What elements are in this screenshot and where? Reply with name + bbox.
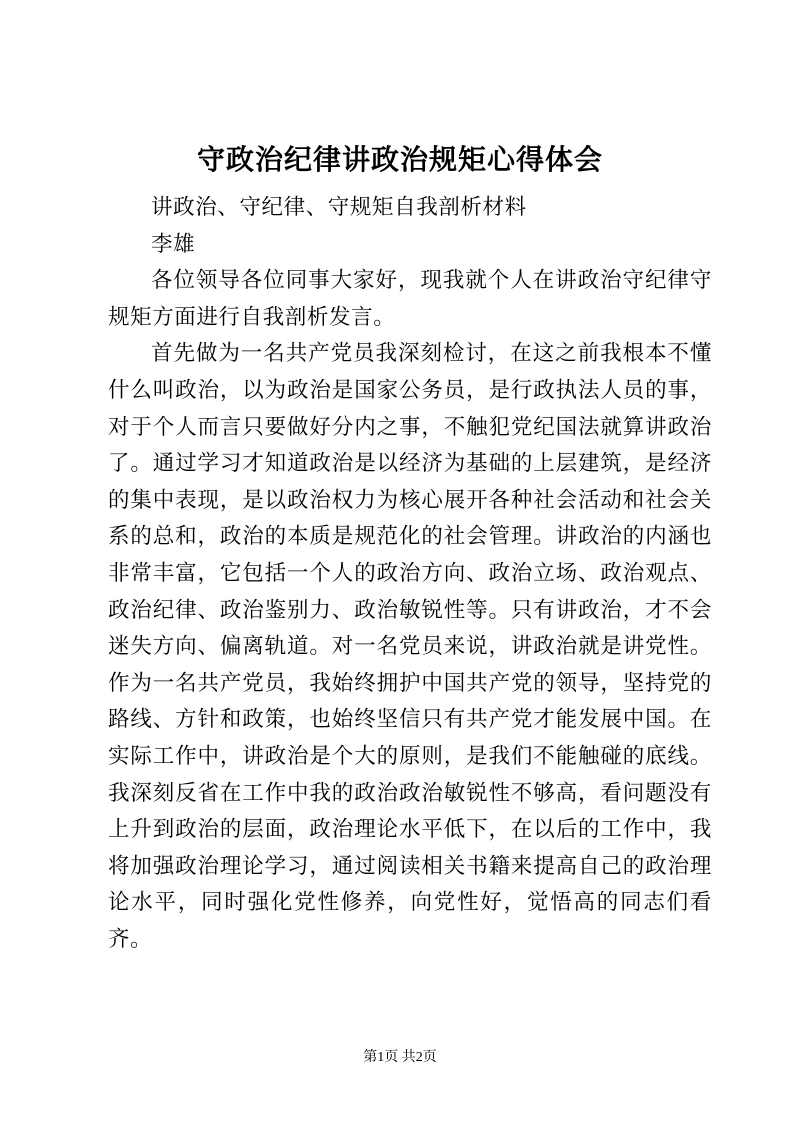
subtitle-line: 讲政治、守纪律、守规矩自我剖析材料: [151, 195, 527, 220]
page-title: 守政治纪律讲政治规矩心得体会: [196, 143, 603, 176]
page-footer: 第1页 共2页: [363, 1050, 437, 1065]
paragraph-intro: 各位领导各位同事大家好，现我就个人在讲政治守纪律守规矩方面进行自我剖析发言。: [108, 268, 712, 330]
document-body: [108, 190, 712, 958]
author-line: 李雄: [151, 231, 196, 257]
paragraph-main: 首先做为一名共产党员我深刻检讨，在这之前我根本不懂什么叫政治，以为政治是国家公务员，是行政执法人员的事，对于个人而言只要做好分内之事，不触犯党纪国法就算讲政治了。通过学习才知道政治是以经济为基础的上层建筑，是经济的集中表现，是以政治权力为核心展开各种社会活动和社会关系的总和，政治的本质是规范化的社会管理。讲政治的内涵也非常丰富，它包括一个人的政治方向、政治立场、政治观点、政治纪律、政治鉴别力、政治敏锐性等。只有讲政治，才不会迷失方向、偏离轨道。对一名党员来说，讲政治就是讲党性。作为一名共产党员，我始终拥护中国共产党的领导，坚持党的路线、方针和政策，也始终坚信只有共产党才能发展中国。在实际工作中，讲政治是个大的原则，是我们不能触碰的底线。我深刻反省在工作中我的政治政治敏锐性不够高，看问题没有上升到政治的层面，政治理论水平低下，在以后的工作中，我将加强政治理论学习，通过阅读相关书籍来提高自己的政治理论水平，同时强化党性修养，向党性好，觉悟高的同志们看齐。: [108, 341, 712, 952]
